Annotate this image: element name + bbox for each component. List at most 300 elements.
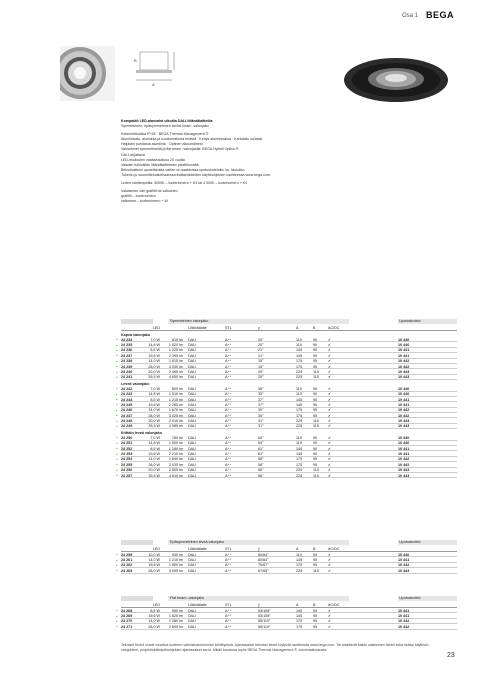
table-cell: 1 510 lm bbox=[168, 392, 183, 397]
table-cell[interactable]: 24 234 bbox=[121, 337, 133, 342]
table-cell[interactable]: 24 254 bbox=[121, 457, 133, 462]
column-header: B bbox=[313, 602, 316, 607]
table-cell[interactable]: 24 259 bbox=[121, 552, 133, 557]
column-header: Liitäntälaite bbox=[188, 546, 207, 551]
table-cell: ✔ bbox=[328, 359, 332, 364]
table-cell[interactable]: 24 237 bbox=[121, 353, 133, 358]
table-cell: 1 520 lm bbox=[168, 342, 183, 347]
table-cell: 95 bbox=[313, 359, 318, 364]
table-cell: A⁺⁺ bbox=[225, 563, 232, 568]
table-cell: ✔ bbox=[328, 342, 332, 347]
column-header: γ bbox=[258, 602, 260, 607]
table-cell[interactable]: 24 249 bbox=[121, 424, 133, 429]
table-cell: 8,5 W bbox=[150, 446, 160, 451]
table-cell: 10 442 bbox=[398, 563, 410, 568]
table-cell: 30° bbox=[258, 413, 264, 418]
table-cell: DALI bbox=[188, 473, 197, 478]
table-cell: 145 bbox=[296, 446, 303, 451]
table-cell: 145 bbox=[296, 613, 303, 618]
section-label: Osa 1 bbox=[402, 13, 419, 19]
table-cell: A⁺⁺ bbox=[225, 457, 232, 462]
section-icon-bar bbox=[121, 319, 153, 324]
table-cell: ✔ bbox=[328, 563, 332, 568]
table-cell: 1 380 lm bbox=[168, 619, 183, 624]
description-p1-2: Heijastin puhdasta alumiinia · Optinen alkuondinesi bbox=[121, 142, 203, 147]
table-cell: 10 442 bbox=[398, 408, 410, 413]
table-cell: 28,0 W bbox=[148, 413, 160, 418]
table-cell: 90 bbox=[313, 342, 318, 347]
table-cell: DALI bbox=[188, 462, 197, 467]
column-header: AC/DC bbox=[328, 602, 340, 607]
table-cell: 14,0 W bbox=[148, 457, 160, 462]
table-cell: 800 lm bbox=[171, 386, 183, 391]
table-cell: ✔ bbox=[328, 386, 332, 391]
table-cell: ✔ bbox=[328, 446, 332, 451]
table-cell: 115 bbox=[313, 375, 319, 380]
table-cell[interactable]: 24 243 bbox=[121, 392, 133, 397]
table-cell: ✔ bbox=[328, 402, 332, 407]
table-cell: ✔ bbox=[328, 462, 332, 467]
table-cell: 56° bbox=[258, 473, 264, 478]
table-cell: DALI bbox=[188, 424, 197, 429]
table-cell: 225 bbox=[296, 369, 303, 374]
table-cell: 1 210 lm bbox=[168, 557, 183, 562]
table-cell: A⁺⁺ bbox=[225, 408, 232, 413]
table-cell: 21° bbox=[258, 348, 264, 353]
new-product-dot-icon: ● bbox=[116, 414, 118, 418]
table-cell: 14,0 W bbox=[148, 359, 160, 364]
table-cell: ✔ bbox=[328, 408, 332, 413]
table-cell: A⁺⁺ bbox=[225, 397, 232, 402]
table-cell: ✔ bbox=[328, 608, 332, 613]
description-title: Kompaktit LED-alasvalot ulkotila DALI-liitäntälaitteilla bbox=[121, 119, 213, 123]
table-cell: DALI bbox=[188, 353, 197, 358]
description-p1-6: Valaisin tulkivällän liitäntälaitteesen pituliitinmallä. bbox=[121, 162, 200, 167]
table-cell: 8,5 W bbox=[150, 608, 160, 613]
table-cell: 53/108° bbox=[258, 608, 271, 613]
new-product-dot-icon: ● bbox=[116, 392, 118, 396]
table-cell: 145 bbox=[296, 348, 303, 353]
table-row bbox=[116, 473, 457, 478]
table-cell: 90 bbox=[313, 402, 318, 407]
table-cell: 28,0 W bbox=[148, 462, 160, 467]
table-cell: 7,0 W bbox=[150, 337, 160, 342]
table-cell: DALI bbox=[188, 337, 197, 342]
table-cell: 95 bbox=[313, 413, 318, 418]
table-cell: DALI bbox=[188, 452, 197, 457]
table-cell: DALI bbox=[188, 413, 197, 418]
table-cell: 10 440 bbox=[398, 342, 410, 347]
table-cell: A⁺⁺ bbox=[225, 462, 232, 467]
column-header: STL bbox=[225, 325, 232, 330]
table-cell: 10 442 bbox=[398, 359, 410, 364]
table-cell: 14,8 W bbox=[148, 342, 160, 347]
new-product-dot-icon: ● bbox=[116, 338, 118, 342]
table-cell: A⁺⁺ bbox=[225, 446, 232, 451]
table-cell[interactable]: 24 255 bbox=[121, 462, 133, 467]
description-subtitle: Symmetrinen, epäsymmetrinen tai flat beam -valonjako bbox=[121, 124, 209, 129]
table-cell: DALI bbox=[188, 364, 197, 369]
table-cell: 90 bbox=[313, 608, 318, 613]
table-cell: ✔ bbox=[328, 468, 332, 473]
new-product-dot-icon: ● bbox=[116, 619, 118, 623]
new-product-dot-icon: ● bbox=[116, 558, 118, 562]
table-cell[interactable]: 24 268 bbox=[121, 608, 133, 613]
section-accessory-label: Upotuskotelo bbox=[398, 319, 457, 324]
table-cell: A⁺⁺ bbox=[225, 369, 232, 374]
table-cell: A⁺⁺ bbox=[225, 452, 232, 457]
product-description bbox=[121, 119, 351, 204]
table-cell: 39,5 W bbox=[148, 375, 160, 380]
section-header bbox=[121, 595, 457, 602]
table-cell: 95 bbox=[313, 462, 318, 467]
table-cell: 10 440 bbox=[398, 552, 410, 557]
table-cell: 110 bbox=[296, 441, 302, 446]
table-cell: 4 610 lm bbox=[168, 473, 183, 478]
table-cell[interactable]: 24 269 bbox=[121, 613, 133, 618]
table-cell: 14,0 W bbox=[148, 619, 160, 624]
table-cell: 19,6 W bbox=[148, 353, 160, 358]
table-cell: DALI bbox=[188, 552, 197, 557]
table-cell[interactable]: 24 236 bbox=[121, 348, 133, 353]
table-cell[interactable]: 24 244 bbox=[121, 397, 133, 402]
table-cell: 28,0 W bbox=[148, 364, 160, 369]
table-cell: 10 442 bbox=[398, 619, 410, 624]
table-cell: A⁺⁺ bbox=[225, 392, 232, 397]
table-cell: 810 lm bbox=[171, 337, 183, 342]
table-cell: DALI bbox=[188, 359, 197, 364]
group-label-text: Kapea valonjako bbox=[121, 332, 151, 337]
table-cell: 110 bbox=[296, 342, 302, 347]
page-number: 23 bbox=[447, 652, 455, 659]
table-cell: 145 bbox=[296, 402, 303, 407]
table-cell: 10 443 bbox=[398, 375, 410, 380]
table-cell: DALI bbox=[188, 408, 197, 413]
table-cell: 56° bbox=[258, 468, 264, 473]
table-cell[interactable]: 24 247 bbox=[121, 413, 133, 418]
table-cell: 55/110° bbox=[258, 624, 271, 629]
table-cell: DALI bbox=[188, 441, 197, 446]
table-cell: ✔ bbox=[328, 457, 332, 462]
new-product-dot-icon: ● bbox=[116, 365, 118, 369]
table-cell: 950 lm bbox=[171, 608, 183, 613]
table-cell: ✔ bbox=[328, 473, 332, 478]
table-cell: 19,6 W bbox=[148, 613, 160, 618]
table-cell[interactable]: 24 251 bbox=[121, 441, 133, 446]
table-cell: A⁺⁺ bbox=[225, 473, 232, 478]
table-cell[interactable]: 24 240 bbox=[121, 369, 133, 374]
table-cell: 95 bbox=[313, 563, 318, 568]
table-cell: 145 bbox=[296, 353, 303, 358]
table-cell: 20° bbox=[258, 342, 264, 347]
table-cell: 10 443 bbox=[398, 369, 410, 374]
description-p1-0: Kotelointiluokka IP 65 · BEGA Thermal Management ® bbox=[121, 132, 209, 137]
table-cell: 3 005 lm bbox=[168, 568, 183, 573]
table-cell: DALI bbox=[188, 419, 197, 424]
new-product-dot-icon: ● bbox=[116, 468, 118, 472]
table-cell: 8,5 W bbox=[150, 348, 160, 353]
table-cell: 145 bbox=[296, 557, 303, 562]
table-cell: 90 bbox=[313, 353, 318, 358]
table-cell: 15° bbox=[258, 364, 264, 369]
table-cell: 1 800 lm bbox=[168, 563, 183, 568]
table-cell: DALI bbox=[188, 342, 197, 347]
table-cell[interactable]: 24 265 bbox=[121, 568, 133, 573]
table-cell: DALI bbox=[188, 563, 197, 568]
table-section bbox=[116, 595, 457, 630]
table-cell: 19,6 W bbox=[148, 563, 160, 568]
description-p1-3: Valoaihmet symmetrisellä ja flat beam -valonjaolla. BEGA Hybrid Optics ® bbox=[121, 147, 239, 152]
column-header: LED bbox=[152, 325, 160, 330]
table-cell[interactable]: 24 235 bbox=[121, 342, 133, 347]
table-cell: ✔ bbox=[328, 619, 332, 624]
table-cell: DALI bbox=[188, 468, 197, 473]
table-cell: 20,0 W bbox=[148, 419, 160, 424]
table-cell: 10 440 bbox=[398, 435, 410, 440]
table-cell: 780 lm bbox=[171, 435, 183, 440]
table-cell: ✔ bbox=[328, 435, 332, 440]
table-cell: A⁺⁺ bbox=[225, 608, 232, 613]
table-cell: 70/67° bbox=[258, 563, 269, 568]
new-product-dot-icon: ● bbox=[116, 447, 118, 451]
table-cell: ✔ bbox=[328, 624, 332, 629]
column-header: Liitäntälaite bbox=[188, 602, 207, 607]
table-cell: 115 bbox=[313, 424, 319, 429]
table-cell: 2 465 lm bbox=[168, 369, 183, 374]
table-cell[interactable]: 24 253 bbox=[121, 452, 133, 457]
table-cell: ✔ bbox=[328, 419, 332, 424]
description-p1-5: LED-moduulen vaatavusalkuu 20 vuotta bbox=[121, 157, 185, 162]
section-title: Epäsymmetrinen leveä valonjako bbox=[168, 540, 349, 545]
table-cell: 225 bbox=[296, 473, 303, 478]
table-cell: 90 bbox=[313, 557, 318, 562]
table-cell: DALI bbox=[188, 568, 197, 573]
table-cell: A⁺⁺ bbox=[225, 624, 232, 629]
table-cell[interactable]: 24 271 bbox=[121, 624, 133, 629]
table-cell: 4 585 lm bbox=[168, 424, 183, 429]
table-cell: DALI bbox=[188, 557, 197, 562]
table-cell[interactable]: 24 238 bbox=[121, 359, 133, 364]
table-cell: 3 030 lm bbox=[168, 364, 183, 369]
table-cell: ✔ bbox=[328, 375, 332, 380]
table-cell: ✔ bbox=[328, 413, 332, 418]
table-cell: ✔ bbox=[328, 424, 332, 429]
description-p3-0: Valaisimen väri grafiitti tai valkoinen bbox=[121, 189, 178, 194]
table-cell: 31° bbox=[258, 424, 264, 429]
section-accessory-label: Upotuskotelo bbox=[398, 540, 457, 545]
table-cell: 95 bbox=[313, 624, 318, 629]
table-cell: 90 bbox=[313, 613, 318, 618]
table-cell: 225 bbox=[296, 419, 303, 424]
new-product-dot-icon: ● bbox=[116, 370, 118, 374]
table-cell: 95 bbox=[313, 457, 318, 462]
table-cell: 95 bbox=[313, 364, 318, 369]
column-header: B bbox=[313, 325, 316, 330]
table-cell[interactable]: 24 262 bbox=[121, 563, 133, 568]
table-cell: 35° bbox=[258, 392, 264, 397]
table-cell: 10 443 bbox=[398, 424, 410, 429]
table-cell: A⁺⁺ bbox=[225, 348, 232, 353]
table-cell: 10 441 bbox=[398, 613, 410, 618]
table-cell: 1 670 lm bbox=[168, 408, 183, 413]
dim-b: B bbox=[134, 58, 137, 63]
table-cell: 61° bbox=[258, 452, 264, 457]
table-cell[interactable]: 24 252 bbox=[121, 446, 133, 451]
table-cell: 1 180 lm bbox=[168, 446, 183, 451]
column-header: LED bbox=[152, 602, 160, 607]
product-hero-image bbox=[342, 58, 450, 106]
table-cell: DALI bbox=[188, 435, 197, 440]
table-cell: 10 443 bbox=[398, 468, 410, 473]
table-cell: A⁺⁺ bbox=[225, 441, 232, 446]
table-cell: A⁺⁺ bbox=[225, 468, 232, 473]
table-cell: 10,0 W bbox=[148, 552, 160, 557]
column-header: LED bbox=[152, 546, 160, 551]
table-cell[interactable]: 24 250 bbox=[121, 435, 133, 440]
table-cell: 10 441 bbox=[398, 348, 410, 353]
table-cell: 2 210 lm bbox=[168, 452, 183, 457]
table-cell: 7,0 W bbox=[150, 386, 160, 391]
table-cell: A⁺⁺ bbox=[225, 342, 232, 347]
new-product-dot-icon: ● bbox=[116, 425, 118, 429]
table-cell: A⁺⁺ bbox=[225, 619, 232, 624]
footer-note: Tekniset tiedot voivat muuttua tuotteen valmistustoiminnan kehittyessä. Ajantasaiset tekniset tiedot löytyvät osoitteesta www.bega.com. Tai sisältävät kaikki valaisimen tiedot sekä lisäksi käyttöön, valojohtien, projektiointikäyttöohjeiden ajantasaiset arvot. Mikäli kansissa myös BEGA Thermal Management ® -toimintakuvausta. bbox=[121, 643, 430, 652]
table-cell: ✔ bbox=[328, 452, 332, 457]
description-p2: Leden värilämpötila: 3000K – tuotenumero + K3 tai 4 000K – tuotenumero + K4 bbox=[121, 181, 248, 186]
table-cell: 10 440 bbox=[398, 386, 410, 391]
table-cell: A⁺⁺ bbox=[225, 353, 232, 358]
table-cell: DALI bbox=[188, 608, 197, 613]
table-cell: 90 bbox=[313, 552, 318, 557]
table-cell: 10 441 bbox=[398, 397, 410, 402]
table-cell: 175 bbox=[296, 359, 303, 364]
table-cell: 110 bbox=[296, 392, 302, 397]
table-cell: 2 600 lm bbox=[168, 624, 183, 629]
table-cell: ✔ bbox=[328, 397, 332, 402]
table-cell: 10 442 bbox=[398, 364, 410, 369]
section-header bbox=[121, 318, 457, 325]
table-cell: 90 bbox=[313, 348, 318, 353]
table-cell: 20° bbox=[258, 375, 264, 380]
section-icon-bar bbox=[121, 540, 153, 545]
new-product-dot-icon: ● bbox=[116, 398, 118, 402]
table-cell: 39,5 W bbox=[148, 473, 160, 478]
table-cell[interactable]: 24 246 bbox=[121, 408, 133, 413]
description-p1-8: Tukeviu ju suunnittelualuellaaessa lisätarvikkeiden käyttöohjeiden osoitteessa www.bega.com. bbox=[121, 172, 271, 177]
table-cell: 110 bbox=[296, 435, 302, 440]
table-cell: ✔ bbox=[328, 557, 332, 562]
table-cell: 10 442 bbox=[398, 462, 410, 467]
table-cell: 145 bbox=[296, 397, 303, 402]
table-cell: DALI bbox=[188, 446, 197, 451]
table-cell: 10 441 bbox=[398, 353, 410, 358]
table-cell: 21° bbox=[258, 353, 264, 358]
table-cell: DALI bbox=[188, 397, 197, 402]
table-section bbox=[116, 539, 457, 574]
column-header: AC/DC bbox=[328, 546, 340, 551]
group-label-text: Leveä valonjako bbox=[121, 381, 150, 386]
column-header: B bbox=[313, 546, 316, 551]
table-cell[interactable]: 24 256 bbox=[121, 468, 133, 473]
brand-logo: BEGA bbox=[426, 10, 455, 20]
new-product-dot-icon: ● bbox=[116, 387, 118, 391]
table-cell: 175 bbox=[296, 408, 303, 413]
table-cell[interactable]: 24 257 bbox=[121, 473, 133, 478]
table-cell: 14,8 W bbox=[148, 392, 160, 397]
table-cell: 225 bbox=[296, 468, 303, 473]
table-cell: 10 441 bbox=[398, 446, 410, 451]
table-cell[interactable]: 24 245 bbox=[121, 402, 133, 407]
table-cell: ✔ bbox=[328, 348, 332, 353]
table-cell: 3 035 lm bbox=[168, 462, 183, 467]
new-product-dot-icon: ● bbox=[116, 452, 118, 456]
table-cell: 19,6 W bbox=[148, 402, 160, 407]
table-cell: A⁺⁺ bbox=[225, 386, 232, 391]
table-cell: 20,0 W bbox=[148, 468, 160, 473]
table-cell: ✔ bbox=[328, 369, 332, 374]
table-cell: ✔ bbox=[328, 552, 332, 557]
table-cell[interactable]: 24 241 bbox=[121, 375, 133, 380]
table-cell: 61° bbox=[258, 446, 264, 451]
table-cell: 10 442 bbox=[398, 457, 410, 462]
table-cell: DALI bbox=[188, 348, 197, 353]
table-cell: 10 440 bbox=[398, 441, 410, 446]
column-header: Liitäntälaite bbox=[188, 325, 207, 330]
group-label-text: Erittäin leveä valonjako bbox=[121, 430, 162, 435]
table-cell: A⁺⁺ bbox=[225, 402, 232, 407]
table-cell: A⁺⁺ bbox=[225, 419, 232, 424]
table-cell[interactable]: 24 248 bbox=[121, 419, 133, 424]
new-product-dot-icon: ● bbox=[116, 614, 118, 618]
table-cell[interactable]: 24 270 bbox=[121, 619, 133, 624]
new-product-dot-icon: ● bbox=[116, 348, 118, 352]
table-cell: 110 bbox=[296, 386, 302, 391]
table-cell: 175 bbox=[296, 619, 303, 624]
table-cell: 37° bbox=[258, 397, 264, 402]
table-cell: 90 bbox=[313, 392, 318, 397]
table-cell: A⁺⁺ bbox=[225, 557, 232, 562]
table-cell: 90 bbox=[313, 337, 318, 342]
table-cell: A⁺⁺ bbox=[225, 613, 232, 618]
table-cell[interactable]: 24 242 bbox=[121, 386, 133, 391]
table-cell: A⁺⁺ bbox=[225, 435, 232, 440]
table-cell: 14,8 W bbox=[148, 441, 160, 446]
table-cell[interactable]: 24 239 bbox=[121, 364, 133, 369]
table-cell: 2 410 lm bbox=[168, 419, 183, 424]
table-cell: 58° bbox=[258, 457, 264, 462]
table-cell: 3 025 lm bbox=[168, 413, 183, 418]
column-header: STL bbox=[225, 546, 232, 551]
table-cell: 53/108° bbox=[258, 613, 271, 618]
table-cell[interactable]: 24 261 bbox=[121, 557, 133, 562]
table-cell: 930 lm bbox=[171, 552, 183, 557]
table-cell: 30° bbox=[258, 408, 264, 413]
new-product-dot-icon: ● bbox=[116, 609, 118, 613]
table-cell: 10 440 bbox=[398, 392, 410, 397]
table-cell: 54° bbox=[258, 441, 264, 446]
table-cell: 1 820 lm bbox=[168, 613, 183, 618]
description-p1-7: Betonikattoon upotettavista varten on saatavissa upotuskoteloita, ks. taulukko. bbox=[121, 167, 246, 172]
table-cell: 7,0 W bbox=[150, 435, 160, 440]
column-header: γ bbox=[258, 325, 260, 330]
dimension-diagram bbox=[132, 46, 178, 90]
table-cell: ✔ bbox=[328, 568, 332, 573]
table-section bbox=[116, 318, 457, 478]
table-cell: 1 640 lm bbox=[168, 457, 183, 462]
table-cell: ✔ bbox=[328, 364, 332, 369]
table-cell: 1 215 lm bbox=[168, 397, 183, 402]
column-header: γ bbox=[258, 546, 260, 551]
